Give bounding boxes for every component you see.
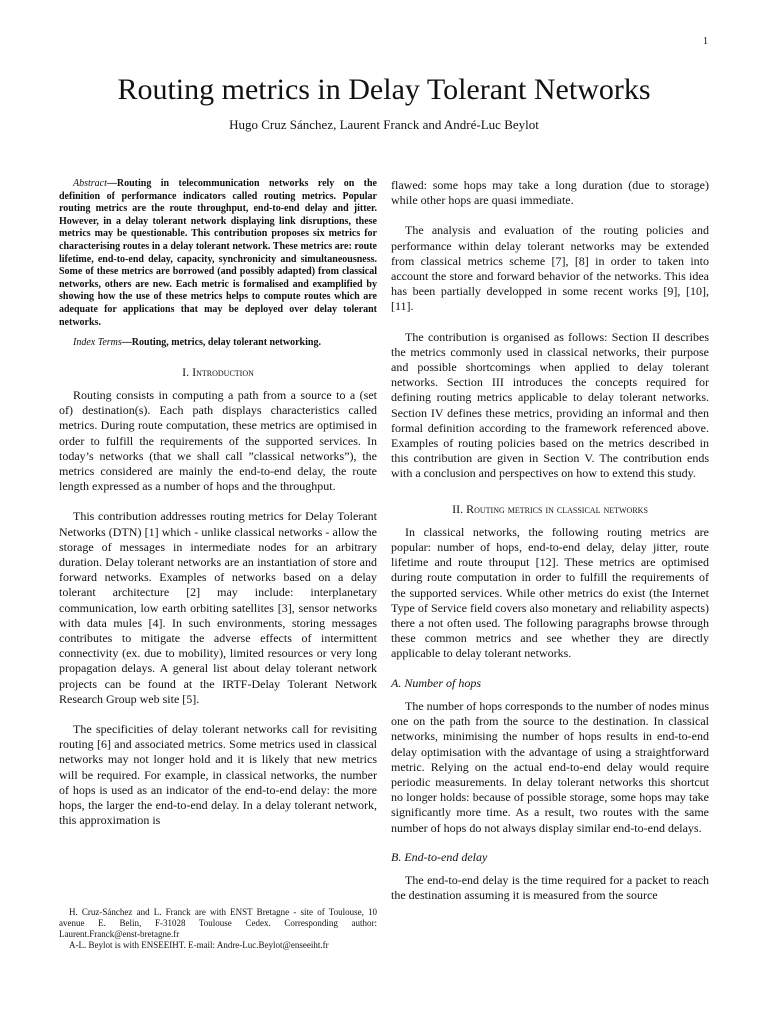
footnote-affiliation-2: A-L. Beylot is with ENSEEIHT. E-mail: Andre-Luc.Beylot@enseeiht.fr bbox=[69, 940, 329, 950]
left-column bbox=[59, 178, 377, 828]
abstract-text: —Routing in telecommunication networks rely on the definition of performance indicators called routing metrics. Popular routing metrics are the route throughput, end-to-end delay and jitter. However, in a delay tolerant network displaying link disruptions, these metrics may be questionable. This contribution proposes six metrics for characterising routes in a delay tolerant network. These metrics are: route lifetime, end-to-end delay, capacity, synchronicity and simultaneousness. Some of these metrics are borrowed (and possibly adapted) from classical networks, others are new. Each metric is formalised and examplified by showing how the use of these metrics helps to compute routes which are adequate for applications that may be deployed over delay tolerant networks. bbox=[59, 178, 377, 328]
right-column bbox=[391, 178, 709, 903]
intro-paragraph-3: The specificities of delay tolerant networks call for revisiting routing [6] and associated metrics. Some metrics used in classical networks may not longer hold and it is likely that new metrics will be required. For example, in classical networks, the number of hops is used as an indicator of the end-to-end delay: the more hops, the larger the end-to-end delay. In a delay tolerant network, this approximation is bbox=[59, 721, 377, 828]
subsection-heading-end-to-end-delay: B. End-to-end delay bbox=[391, 849, 488, 864]
intro-paragraph-1: Routing consists in computing a path from a source to a (set of) destination(s). Each path displays characteristics called metrics. During route computation, these metrics are optimised in order to fulfill the requirements of the supported services. In today’s networks (that we shall call ”classical networks”), the metrics considered are mainly the end-to-end delay, the route length expressed as a number of hops and the throughput. bbox=[59, 387, 377, 494]
abstract-label: Abstract bbox=[73, 178, 107, 189]
footnote-affiliation-1: H. Cruz-Sánchez and L. Franck are with ENST Bretagne - site of Toulouse, 10 avenue E. Belin, F-31028 Toulouse Cedex. Corresponding author: Laurent.Franck@enst-bretagne.fr bbox=[59, 907, 377, 939]
routing-metrics-paragraph: In classical networks, the following routing metrics are popular: number of hops, end-to-end delay, delay jitter, route lifetime and route throuput [12]. These metrics are optimised during route computation in order to fulfill the requirements of the supported services. While other metrics do exist (the Internet Type of Service field covers also monetary and reliability aspects) there a not often used. The following paragraphs browse through these common metrics and see whether they are directly applicable to delay tolerant networks. bbox=[391, 524, 709, 661]
section-heading-routing-metrics: II. Routing metrics in classical networks bbox=[452, 501, 648, 516]
authors: Hugo Cruz Sánchez, Laurent Franck and André-Luc Beylot bbox=[229, 117, 539, 132]
paper-title: Routing metrics in Delay Tolerant Networks bbox=[117, 73, 651, 106]
index-terms-text: —Routing, metrics, delay tolerant networking. bbox=[121, 337, 321, 349]
end-to-end-delay-paragraph: The end-to-end delay is the time required for a packet to reach the destination assuming it is measured from the source bbox=[391, 872, 709, 903]
index-terms bbox=[59, 337, 377, 350]
intro-paragraph-3-continued: flawed: some hops may take a long duration (due to storage) while other hops are quasi immediate. bbox=[391, 178, 709, 208]
intro-paragraph-4: The analysis and evaluation of the routing policies and performance within delay tolerant networks may be extended from classical metrics scheme [7], [8] in order to taken into account the store and forward behavior of the networks. This idea has been partially developped in some recent works [9], [10], [11]. bbox=[391, 223, 709, 314]
page-number: 1 bbox=[703, 36, 708, 47]
intro-paragraph-2: This contribution addresses routing metrics for Delay Tolerant Networks (DTN) [1] which - unlike classical networks - allow the storage of messages in intermediate nodes for an arbitrary duration. Delay tolerant networks are an instantiation of store and forward networks. Examples of networks based on a delay tolerant architecture [2] may include: interplanetary communication, low earth orbiting satellites [3], sensor networks with data mules [4]. In such environments, storing messages contributes to mitigate the adverse effects of intermittent connectivity (ex. due to mobility), limited resources or very long propagation delays. A general list about delay tolerant network projects can be found at the IRTF-Delay Tolerant Network Research Group web site [5]. bbox=[59, 509, 377, 706]
footnotes bbox=[59, 907, 377, 951]
abstract bbox=[59, 178, 377, 329]
intro-paragraph-5: The contribution is organised as follows: Section II describes the metrics commonly used in classical networks, their purpose and possible shortcomings when applied to delay tolerant networks. Section III introduces the concepts required for defining routing metrics applicable to delay tolerant networks. Section IV defines these metrics, providing an informal and then formal definition according to the framework referenced above. Examples of routing policies based on the metrics described in this contribution are given in Section V. The contribution ends with a conclusion and perspectives on how to extend this study. bbox=[391, 329, 709, 481]
index-terms-label: Index Terms bbox=[73, 337, 122, 349]
section-heading-introduction: I. Introduction bbox=[182, 364, 254, 379]
subsection-heading-number-of-hops: A. Number of hops bbox=[391, 675, 481, 690]
number-of-hops-paragraph: The number of hops corresponds to the number of nodes minus one on the path from the source to the destination. In classical networks, minimising the number of hops results in end-to-end delay optimisation with the advantage of using a straightforward metric. Relying on the actual end-to-end delay would require periodic measurements. In delay tolerant networks this shortcut no longer holds: because of possible storage, some hops may take significantly more time. As a result, two routes with the same number of hops do not always display similar end-to-end delays. bbox=[391, 698, 709, 835]
